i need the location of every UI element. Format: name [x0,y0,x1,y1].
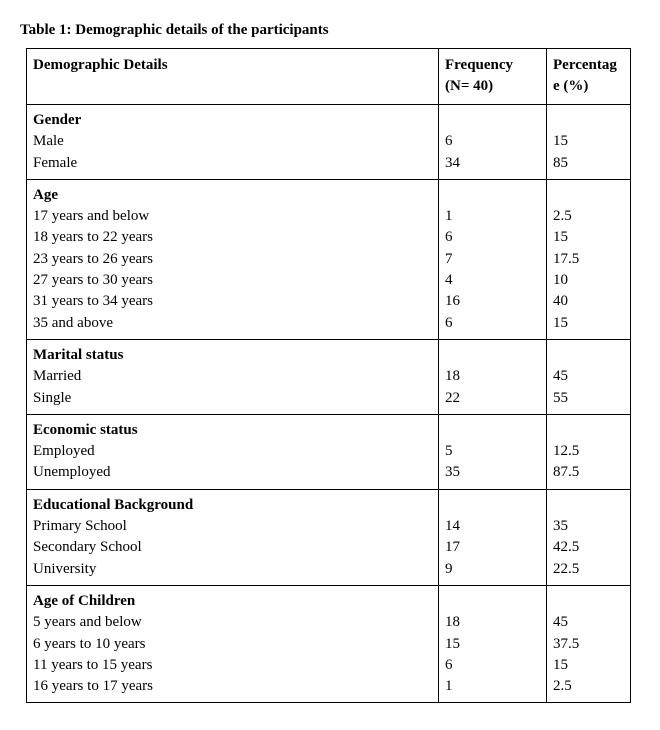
row-label: Unemployed [33,464,111,481]
header-details-label: Demographic Details [33,57,168,73]
row-frequency: 14 [445,518,460,535]
header-percentage-line-2: e (%) [553,78,589,95]
header-percentage-line-1: Percentag [553,57,617,73]
row-percentage: 15 [553,314,568,331]
row-label: Married [33,368,82,385]
row-label: 18 years to 22 years [33,229,153,246]
row-percentage: 45 [553,614,568,631]
row-label: 35 and above [33,314,113,331]
row-label: Employed [33,443,95,460]
group-percentage-cell [547,414,631,489]
row-percentage: 12.5 [553,443,580,460]
group-percentage-cell [547,339,631,414]
row-frequency: 5 [445,443,453,460]
row-frequency: 1 [445,208,453,225]
row-label: Female [33,154,78,171]
group-title: Age [33,186,58,203]
group-row [27,585,631,702]
row-label: Secondary School [33,539,142,556]
row-label: Single [33,389,72,406]
row-label: 6 years to 10 years [33,635,146,652]
row-frequency: 6 [445,229,453,246]
row-percentage: 37.5 [553,635,580,652]
group-row [27,339,631,414]
group-frequency-cell [439,585,547,702]
group-row [27,179,631,339]
group-labels-cell [27,585,439,702]
row-label: 5 years and below [33,614,142,631]
group-labels-cell [27,179,439,339]
row-frequency: 18 [445,368,460,385]
row-frequency: 7 [445,250,453,267]
header-frequency [439,49,547,105]
group-title: Age of Children [33,592,136,609]
row-label: University [33,560,97,577]
row-percentage: 42.5 [553,539,580,556]
header-demographic-details [27,49,439,105]
group-frequency-cell [439,339,547,414]
row-frequency: 18 [445,614,460,631]
group-title: Economic status [33,421,138,438]
table-body [27,105,631,703]
row-label: 31 years to 34 years [33,293,153,310]
group-title: Gender [33,112,82,128]
row-frequency: 22 [445,389,460,406]
row-percentage: 87.5 [553,464,580,481]
group-labels-cell [27,339,439,414]
group-percentage-cell [547,489,631,585]
group-labels-cell [27,414,439,489]
row-percentage: 15 [553,656,568,673]
group-percentage-cell [547,105,631,180]
demographics-table [26,48,631,703]
row-percentage: 17.5 [553,250,580,267]
header-percentage [547,49,631,105]
group-frequency-cell [439,414,547,489]
row-frequency: 34 [445,154,460,171]
group-title: Marital status [33,346,124,363]
header-row [27,49,631,105]
row-percentage: 10 [553,272,568,289]
group-labels-cell [27,489,439,585]
row-percentage: 55 [553,389,568,406]
row-label: 11 years to 15 years [33,656,153,673]
row-frequency: 4 [445,272,453,289]
row-frequency: 35 [445,464,460,481]
row-label: Male [33,133,64,150]
row-percentage: 15 [553,229,568,246]
header-frequency-line-2: (N= 40) [445,78,494,95]
group-row [27,414,631,489]
row-percentage: 35 [553,518,568,535]
row-label: 23 years to 26 years [33,250,153,267]
row-label: 17 years and below [33,208,150,225]
row-label: Primary School [33,518,127,535]
row-frequency: 16 [445,293,460,310]
row-frequency: 17 [445,539,460,556]
group-frequency-cell [439,179,547,339]
row-percentage: 15 [553,133,568,150]
row-percentage: 40 [553,293,568,310]
row-percentage: 45 [553,368,568,385]
header-frequency-line-1: Frequency [445,57,514,73]
group-frequency-cell [439,105,547,180]
group-percentage-cell [547,179,631,339]
group-frequency-cell [439,489,547,585]
table-caption: Table 1: Demographic details of the participants [20,22,329,38]
group-labels-cell [27,105,439,180]
row-frequency: 15 [445,635,460,652]
row-frequency: 6 [445,314,453,331]
row-percentage: 85 [553,154,568,171]
row-frequency: 6 [445,656,453,673]
group-title: Educational Background [33,496,194,513]
row-frequency: 1 [445,678,453,695]
group-row [27,489,631,585]
row-percentage: 2.5 [553,678,572,695]
row-percentage: 22.5 [553,560,580,577]
row-label: 16 years to 17 years [33,678,153,695]
row-frequency: 9 [445,560,453,577]
row-label: 27 years to 30 years [33,272,153,289]
group-row [27,105,631,180]
row-frequency: 6 [445,133,453,150]
row-percentage: 2.5 [553,208,572,225]
group-percentage-cell [547,585,631,702]
